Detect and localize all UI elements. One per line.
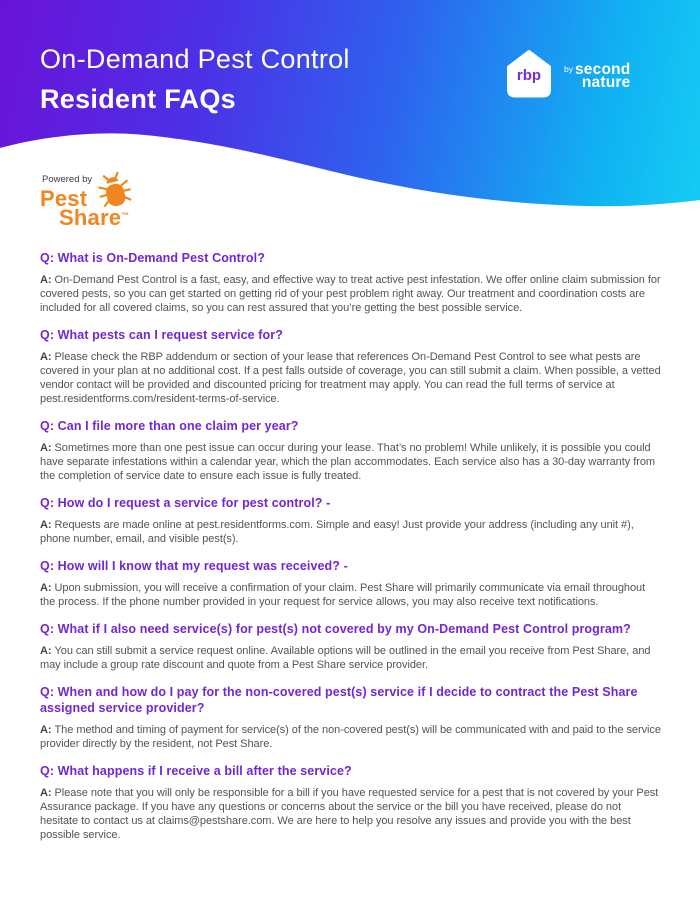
faq-answer (40, 350, 662, 406)
faq-question: Q: How will I know that my request was received? - (40, 559, 348, 573)
second-word: second (574, 60, 631, 78)
pest-wordmark: Pest (40, 186, 88, 211)
faq-answer (40, 581, 662, 609)
faq-question: Q: What pests can I request service for? (40, 328, 283, 342)
share-wordmark (59, 205, 129, 231)
faq-answer (40, 518, 662, 546)
faq-item (40, 684, 662, 751)
answer-text: Requests are made online at pest.residentforms.com. Simple and easy! Just provide your address (including any unit #), phone number, email, and visible pest(s). (40, 519, 634, 545)
answer-prefix: A: (40, 519, 55, 531)
faq-answer (40, 273, 662, 315)
trademark-symbol: ™ (121, 211, 130, 220)
faq-item (40, 621, 662, 672)
faq-question: Q: What if I also need service(s) for pest(s) not covered by my On-Demand Pest Control program? (40, 622, 631, 636)
pest-share-logo (40, 174, 210, 238)
faq-answer (40, 644, 662, 672)
faq-answer (40, 786, 662, 842)
rbp-second-nature-logo (504, 49, 630, 101)
answer-prefix: A: (40, 787, 55, 799)
faq-question: Q: How do I request a service for pest control? - (40, 496, 331, 510)
faq-list (40, 250, 662, 854)
faq-question: Q: What happens if I receive a bill after the service? (40, 764, 352, 778)
page-title-line1: On-Demand Pest Control (40, 44, 350, 74)
nature-word: nature (581, 74, 631, 91)
second-nature-wordmark (564, 60, 631, 91)
answer-text: Sometimes more than one pest issue can occur during your lease. That’s no problem! While unlikely, it is possible you could have separate infestations within a calendar year, which the plan accommodates. Each service also has a 30-day warranty from the completion of service date to ensure each issue is fully treated. (40, 442, 656, 482)
rbp-house-badge-icon (504, 49, 554, 101)
answer-text: Please check the RBP addendum or section of your lease that references On-Demand Pest Control to see what pests are covered in your plan at no additional cost. If a pest falls outside of coverage, you can still submit a claim. When possible, a vetted vendor contact will be provided and discounted pricing for treatment may apply. You can read the full terms of service at pest.residentforms.com/resident-terms-of-service. (40, 351, 661, 405)
faq-item (40, 495, 662, 546)
answer-prefix: A: (40, 442, 55, 454)
faq-answer (40, 723, 662, 751)
faq-item (40, 763, 662, 842)
answer-prefix: A: (40, 274, 55, 286)
faq-item (40, 418, 662, 483)
page-title-line2: Resident FAQs (40, 84, 236, 114)
faq-item (40, 327, 662, 406)
by-label: by (564, 63, 573, 74)
faq-item (40, 250, 662, 315)
page-title (40, 44, 350, 115)
faq-item (40, 558, 662, 609)
faq-answer (40, 441, 662, 483)
answer-text: Please note that you will only be responsible for a bill if you have requested service for a pest that is not covered by your Pest Assurance package. If you have any questions or concerns about the service or the bill you have received, please do not hesitate to contact us at claims@pestshare.com. We are here to help you resolve any issues and provide you with the best possible service. (40, 787, 659, 841)
faq-question: Q: Can I file more than one claim per year? (40, 419, 299, 433)
faq-question: Q: When and how do I pay for the non-covered pest(s) service if I decide to contract the Pest Share assigned service provider? (40, 685, 638, 715)
share-word: Share (59, 205, 122, 230)
rbp-logo-text: rbp (516, 67, 542, 84)
answer-prefix: A: (40, 645, 55, 657)
answer-prefix: A: (40, 351, 55, 363)
faq-question: Q: What is On-Demand Pest Control? (40, 251, 265, 265)
answer-prefix: A: (40, 724, 55, 736)
powered-by-label: Powered by (42, 174, 93, 185)
answer-text: The method and timing of payment for service(s) of the non-covered pest(s) will be communicated with and paid to the service provider directly by the resident, not Pest Share. (40, 724, 661, 750)
answer-prefix: A: (40, 582, 55, 594)
answer-text: You can still submit a service request online. Available options will be outlined in the email you receive from Pest Share, and may include a group rate discount and quote from a Pest Share service provider. (40, 645, 651, 671)
answer-text: Upon submission, you will receive a confirmation of your claim. Pest Share will primarily communicate via email throughout the process. If the phone number provided in your request for service allows, you may also receive text notifications. (40, 582, 646, 608)
answer-text: On-Demand Pest Control is a fast, easy, and effective way to treat active pest infestation. We offer online claim submission for covered pests, so you can get started on getting rid of your pest problem right away. Our treatment and coordination costs are included for all covered claims, so you can rest assured that you’re getting the best possible service. (40, 274, 661, 314)
second-nature-words (574, 60, 631, 91)
